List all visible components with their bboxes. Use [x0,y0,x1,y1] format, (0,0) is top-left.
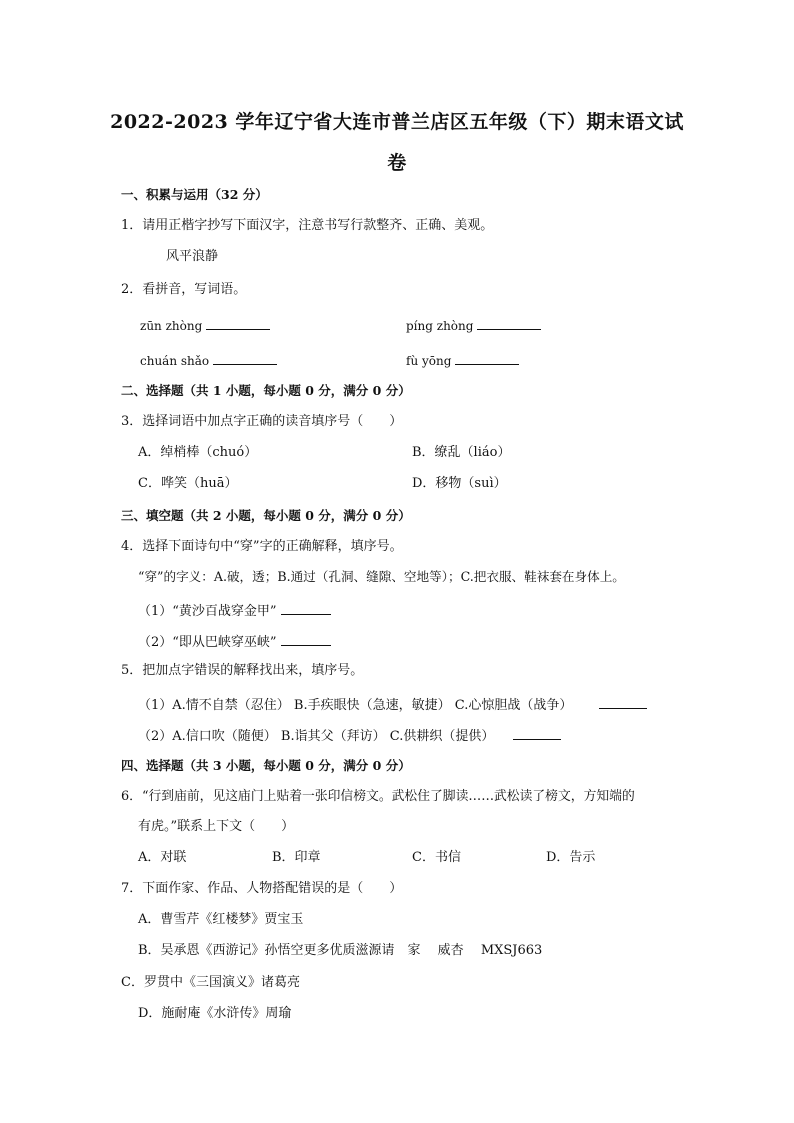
answer-blank[interactable] [455,350,519,365]
answer-blank[interactable] [213,350,277,365]
question-3-option-b[interactable]: B．缭乱（liáo） [412,445,511,460]
item-text: （1）“黄沙百战穿金甲” [138,604,277,619]
exam-title-line-1: 2022-2023 学年辽宁省大连市普兰店区五年级（下）期末语文试 [110,111,684,133]
question-3-option-a[interactable]: A．绰梢棒（chuó） [138,445,258,460]
question-6-option-d[interactable]: D．告示 [546,850,596,865]
question-4-item-1 [138,600,331,621]
answer-blank[interactable] [206,315,270,330]
question-6-stem-line-1: 6．“行到庙前，见这庙门上贴着一张印信榜文。武松住了脚读……武松读了榜文，方知端的 [121,789,635,804]
question-5-item-2 [138,725,561,746]
item-text: （2）A.信口吹（随便） B.诣其父（拜访） C.供耕织（提供） [138,729,495,744]
pinyin-text: zūn zhòng [140,319,203,333]
pinyin-text: píng zhòng [406,319,474,333]
pinyin-item-2 [406,315,541,335]
question-7-option-d[interactable]: D．施耐庵《水浒传》周瑜 [138,1006,292,1021]
question-7-option-b[interactable]: B．吴承恩《西游记》孙悟空更多优质滋源请 家 威杏 MXSJ663 [138,943,543,958]
pinyin-item-1 [140,315,270,335]
item-text: （1）A.情不自禁（忍住） B.手疾眼快（急速，敏捷） C.心惊胆战（战争） [138,698,573,713]
question-4-stem: 4．选择下面诗句中“穿”字的正确解释，填序号。 [121,539,403,554]
question-4-definition: “穿”的字义：A.破，透；B.通过（孔洞、缝隙、空地等）；C.把衣服、鞋袜套在身体上。 [138,569,625,584]
question-6-stem-line-2: 有虎。”联系上下文（ ） [138,819,295,834]
question-7-stem: 7．下面作家、作品、人物搭配错误的是（ ） [121,881,403,896]
question-1-text: 风平浪静 [166,249,219,264]
pinyin-text: chuán shǎo [140,354,210,368]
question-6-option-c[interactable]: C．书信 [412,850,461,865]
item-text: （2）“即从巴峡穿巫峡” [138,635,277,650]
question-7-option-a[interactable]: A．曹雪芹《红楼梦》贾宝玉 [138,912,304,927]
pinyin-item-3 [140,350,277,370]
answer-blank[interactable] [477,315,541,330]
section-3-heading: 三、填空题（共 2 小题，每小题 0 分，满分 0 分） [121,508,411,523]
question-3-option-d[interactable]: D．移物（suì） [412,476,507,491]
question-6-option-b[interactable]: B．印章 [272,850,321,865]
question-6-option-a[interactable]: A．对联 [138,850,187,865]
section-4-heading: 四、选择题（共 3 小题，每小题 0 分，满分 0 分） [121,758,411,773]
answer-blank[interactable] [281,600,331,615]
question-3-option-c[interactable]: C．哗笑（huā） [138,476,238,491]
section-1-heading: 一、积累与运用（32 分） [121,187,268,202]
exam-title-line-2: 卷 [387,152,407,174]
pinyin-text: fù yōng [406,354,452,368]
section-2-heading: 二、选择题（共 1 小题，每小题 0 分，满分 0 分） [121,383,411,398]
question-1-stem: 1．请用正楷字抄写下面汉字，注意书写行款整齐、正确、美观。 [121,218,494,233]
pinyin-item-4 [406,350,519,370]
answer-blank[interactable] [281,631,331,646]
answer-blank[interactable] [513,725,561,740]
question-5-item-1 [138,694,647,715]
question-4-item-2 [138,631,331,652]
question-5-stem: 5．把加点字错误的解释找出来，填序号。 [121,663,364,678]
answer-blank[interactable] [599,694,647,709]
question-3-stem: 3．选择词语中加点字正确的读音填序号（ ） [121,414,403,429]
question-7-option-c[interactable]: C．罗贯中《三国演义》诸葛亮 [121,975,300,990]
question-2-stem: 2．看拼音，写词语。 [121,282,247,297]
